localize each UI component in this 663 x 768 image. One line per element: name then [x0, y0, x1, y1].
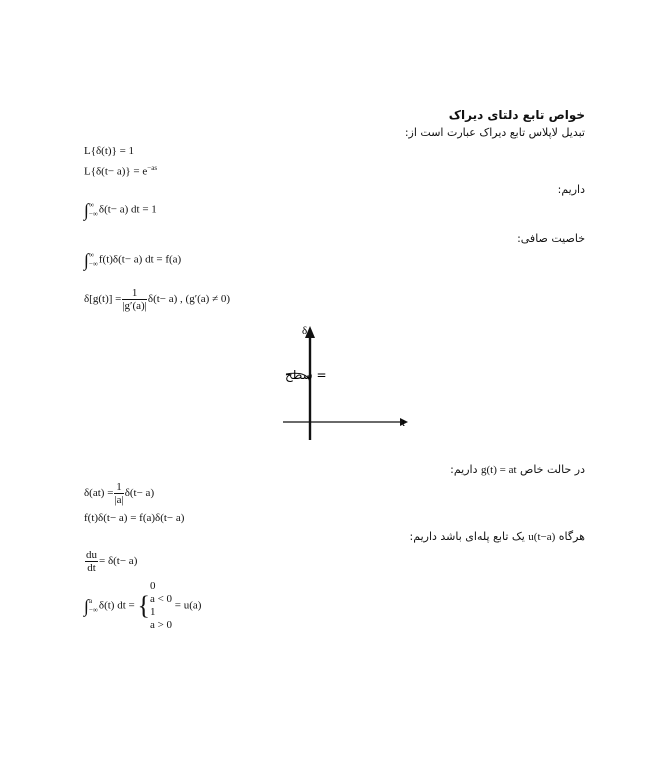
integral-body: δ(t) dt =: [98, 599, 135, 612]
case-1-value: 0: [149, 580, 156, 592]
composition-fraction: [122, 287, 147, 312]
cases-brace: {: [137, 591, 150, 620]
integral-lower-limit: −∞: [88, 260, 98, 268]
scaling-equation: [84, 481, 154, 506]
case-2-value: 1: [149, 606, 156, 618]
composition-equation: [84, 287, 230, 312]
integral-sign: ∫: [84, 200, 89, 220]
integral-equation-3: [84, 580, 201, 632]
derivative-fraction: [85, 549, 98, 574]
special-case-text: [450, 463, 585, 476]
we-have-text-1: داریم:: [557, 183, 585, 196]
scaling-right: δ(t− a): [124, 487, 155, 500]
integral-lower-limit: −∞: [88, 210, 98, 218]
composition-right: δ(t− a): [147, 293, 178, 306]
composition-condition: , (g′(a) ≠ 0): [180, 293, 231, 306]
integral-equation-1: [84, 201, 157, 219]
laplace-equation-2-base: L{δ(t− a)} = e: [84, 165, 148, 178]
composition-left: δ[g(t)] =: [84, 293, 122, 306]
integral-limits: [89, 251, 98, 269]
delta-function-figure: [230, 322, 420, 447]
scaling-left: δ(at) =: [84, 487, 114, 500]
fraction-denominator: dt: [87, 562, 96, 574]
y-axis-label: δ: [302, 325, 308, 337]
integral-upper-limit: a: [88, 597, 93, 605]
cases-block: [150, 580, 172, 632]
fraction-denominator: |a|: [114, 494, 124, 506]
integral-sign: ∫: [84, 596, 89, 616]
integral-upper-limit: ∞: [88, 251, 94, 259]
section-heading: خواص تابع دلتای دیراک: [448, 108, 585, 122]
derivative-equation: [84, 549, 137, 574]
fraction-denominator: |g′(a)|: [122, 300, 147, 312]
step-equation: u(t−a): [528, 531, 556, 543]
case-row-1: [150, 580, 172, 606]
special-case-equation: g(t) = at: [481, 464, 517, 476]
step-pre: هرگاه: [558, 530, 585, 543]
integral-body: f(t)δ(t− a) dt = f(a): [98, 253, 182, 266]
sifting-property-label: خاصیت صافی:: [517, 232, 585, 245]
integral-result: = u(a): [174, 599, 202, 612]
scaling-fraction: [114, 481, 123, 506]
derivative-right: = δ(t− a): [99, 555, 138, 568]
integral-limits: [89, 597, 98, 615]
case-row-2: [150, 606, 172, 632]
laplace-equation-1: L{δ(t)} = 1: [84, 145, 135, 157]
fraction-numerator: 1: [116, 481, 122, 493]
integral-upper-limit: ∞: [88, 201, 94, 209]
area-label: = سطح: [285, 368, 327, 382]
x-axis-label: t: [402, 417, 406, 429]
integral-equation-2: [84, 251, 181, 269]
special-case-pre: در حالت خاص: [520, 463, 585, 476]
integral-body: δ(t− a) dt = 1: [98, 203, 157, 216]
integral-lower-limit: −∞: [88, 606, 98, 614]
step-function-text: [410, 530, 585, 543]
product-equation: f(t)δ(t− a) = f(a)δ(t− a): [84, 512, 185, 524]
integral-sign: ∫: [84, 250, 89, 270]
integral-limits: [89, 201, 98, 219]
laplace-equation-2: [84, 164, 157, 178]
case-2-condition: a > 0: [149, 619, 173, 631]
special-case-post: داریم:: [450, 463, 478, 476]
fraction-numerator: du: [86, 549, 97, 561]
case-1-condition: a < 0: [149, 593, 173, 605]
step-post: یک تابع پله‌ای باشد داریم:: [409, 530, 525, 543]
laplace-equation-2-exponent: −as: [147, 164, 158, 172]
fraction-numerator: 1: [122, 287, 147, 300]
laplace-intro-text: تبدیل لاپلاس تابع دیراک عبارت است از:: [404, 126, 585, 139]
